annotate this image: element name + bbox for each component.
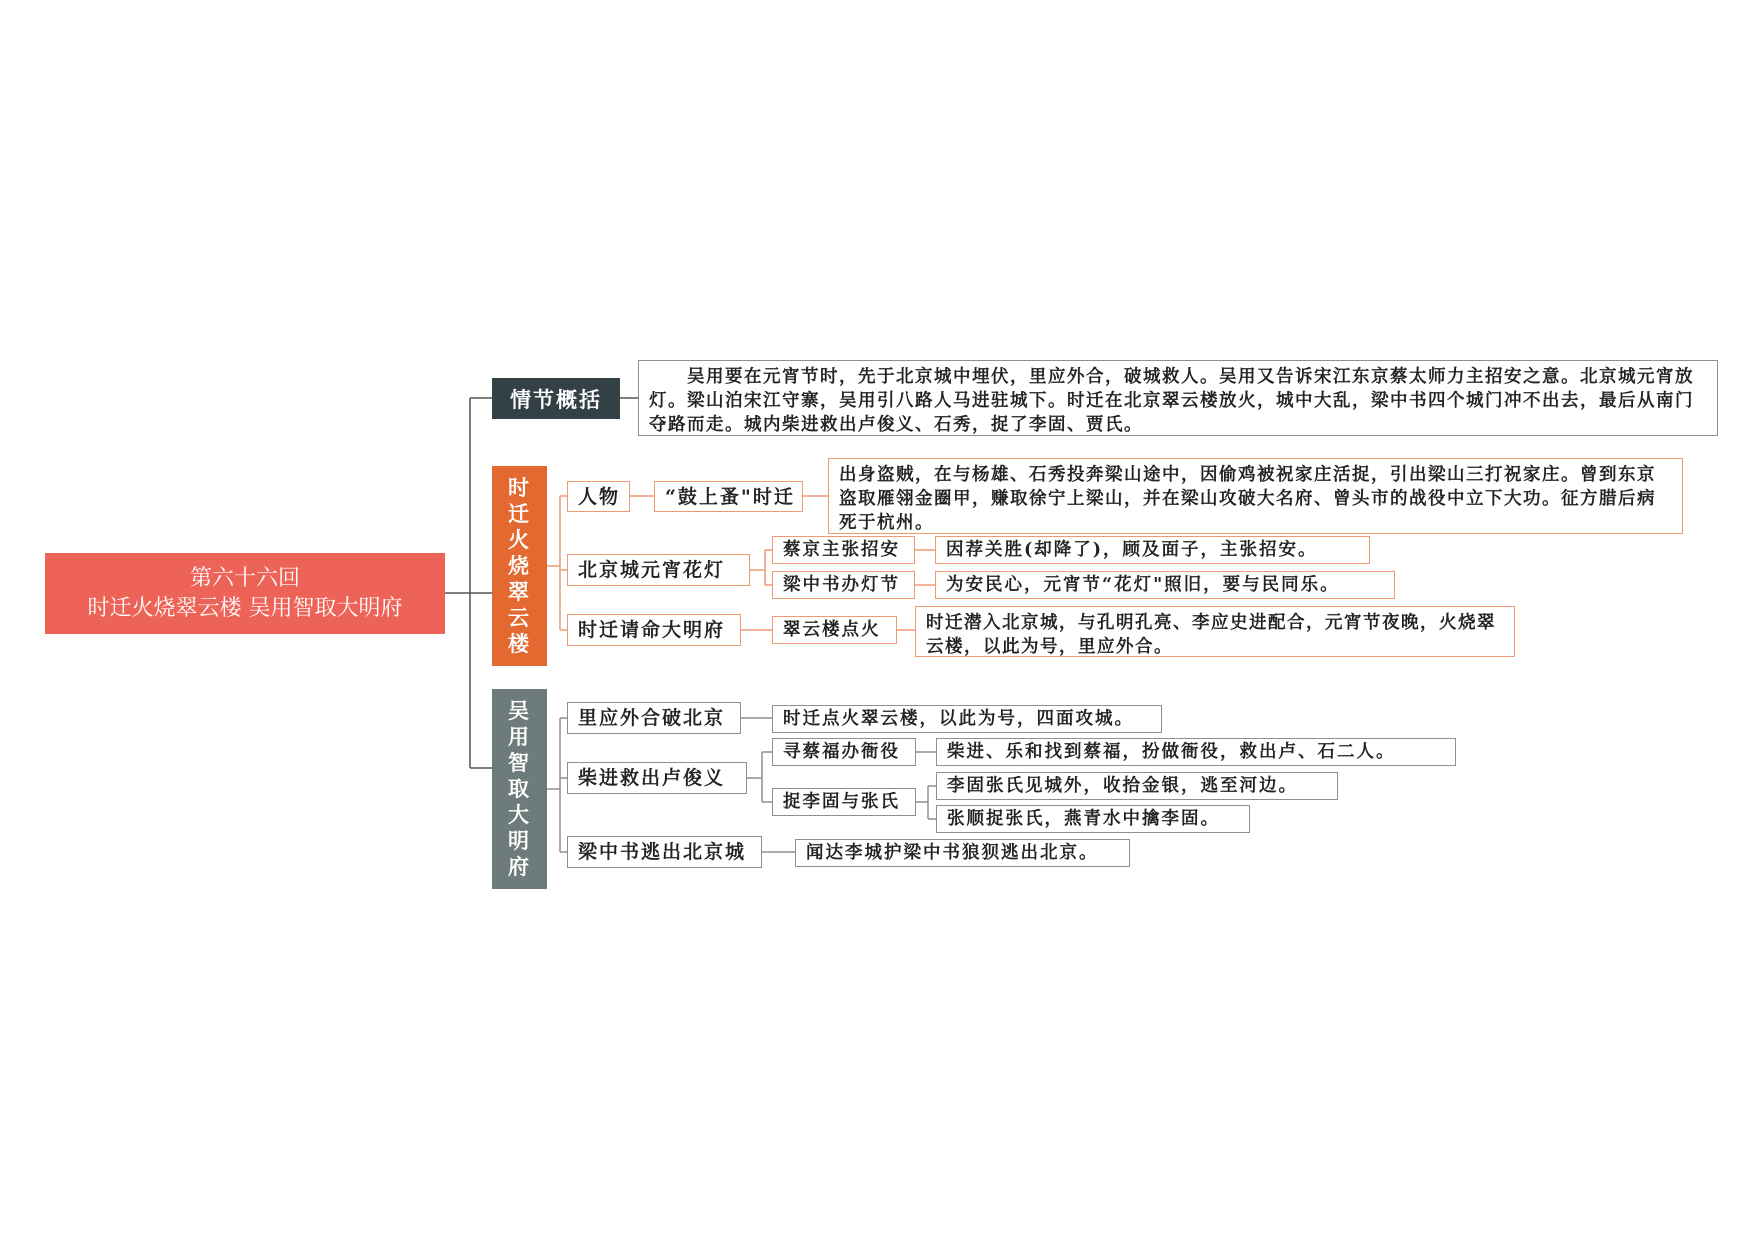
node-liang-lantern	[772, 571, 915, 599]
node-capture-label: 捉李固与张氏	[783, 792, 900, 812]
node-capture-item	[936, 772, 1338, 800]
branch-fire	[492, 466, 547, 666]
node-character-name-label: “鼓上蚤"时迁	[665, 485, 795, 508]
node-escape	[567, 836, 762, 868]
node-fire-tower-desc	[915, 606, 1515, 657]
branch-wu-char: 明	[508, 828, 531, 853]
node-lantern-label: 北京城元宵花灯	[578, 559, 726, 581]
branch-fire-char: 翠	[508, 579, 531, 604]
node-capture	[772, 788, 916, 816]
node-caijing-desc	[935, 536, 1370, 564]
node-order	[567, 614, 741, 646]
node-fire-tower-label: 翠云楼点火	[783, 620, 881, 640]
node-liang-lantern-desc-text: 为安民心，元宵节“花灯"照旧，要与民同乐。	[946, 575, 1340, 595]
node-breach	[567, 702, 741, 734]
branch-wu	[492, 689, 547, 889]
branch-summary	[492, 378, 620, 419]
node-caijing-label: 蔡京主张招安	[783, 540, 900, 560]
branch-wu-char: 吴	[508, 698, 531, 723]
node-character-desc	[828, 458, 1683, 534]
branch-fire-char: 时	[508, 475, 531, 500]
node-lantern	[567, 554, 750, 586]
node-escape-desc-text: 闻达李城护梁中书狼狈逃出北京。	[806, 843, 1099, 863]
branch-wu-char: 府	[508, 854, 531, 879]
node-breach-label: 里应外合破北京	[578, 707, 726, 729]
node-fire-tower	[772, 616, 897, 644]
node-breach-desc-text: 时迁点火翠云楼，以此为号，四面攻城。	[783, 709, 1134, 729]
node-find-caifu-desc	[936, 738, 1456, 766]
node-caijing-desc-text: 因荐关胜(却降了)，顾及面子，主张招安。	[946, 540, 1318, 560]
node-liang-lantern-desc	[935, 571, 1395, 599]
node-character	[567, 481, 630, 512]
root-title-line2: 时迁火烧翠云楼 吴用智取大明府	[87, 595, 403, 621]
node-breach-desc	[772, 705, 1162, 733]
node-character-desc-text: 出身盗贼，在与杨雄、石秀投奔梁山途中，因偷鸡被祝家庄活捉，引出梁山三打祝家庄。曾到东京盗取雁翎金圈甲，赚取徐宁上梁山，并在梁山攻破大名府、曾头市的战役中立下大功。征方腊后病死于杭州。	[839, 465, 1656, 533]
node-rescue	[567, 762, 747, 794]
node-liang-lantern-label: 梁中书办灯节	[783, 575, 900, 595]
branch-wu-char: 取	[508, 776, 531, 801]
node-find-caifu	[772, 738, 916, 766]
node-capture-item-text: 李固张氏见城外，收拾金银，逃至河边。	[947, 776, 1298, 796]
summary-text: 吴用要在元宵节时，先于北京城中埋伏，里应外合，破城救人。吴用又告诉宋江东京蔡太师力主招安之意。北京城元宵放灯。梁山泊宋江守寨，吴用引八路人马进驻城下。时迁在北京翠云楼放火，城中大乱，梁中书四个城门冲不出去，最后从南门夺路而走。城内柴进救出卢俊义、石秀，捉了李固、贾氏。	[649, 367, 1694, 435]
branch-wu-char: 大	[508, 802, 531, 827]
branch-fire-char: 云	[508, 605, 531, 630]
node-escape-label: 梁中书逃出北京城	[578, 841, 747, 863]
root-title-line1: 第六十六回	[189, 565, 300, 591]
node-capture-item-text: 张顺捉张氏，燕青水中擒李固。	[947, 809, 1220, 829]
node-fire-tower-desc-text: 时迁潜入北京城，与孔明孔亮、李应史进配合，元宵节夜晚，火烧翠云楼，以此为号，里应外合。	[926, 613, 1496, 657]
node-caijing	[772, 536, 915, 564]
node-order-label: 时迁请命大明府	[578, 619, 726, 641]
branch-wu-char: 智	[508, 750, 531, 775]
branch-fire-char: 迁	[508, 501, 531, 526]
branch-fire-char: 楼	[508, 631, 531, 656]
branch-fire-char: 火	[508, 527, 531, 552]
branch-summary-label: 情节概括	[510, 386, 602, 412]
node-capture-item	[936, 805, 1250, 833]
branch-wu-char: 用	[508, 724, 531, 749]
node-find-caifu-desc-text: 柴进、乐和找到蔡福，扮做衙役，救出卢、石二人。	[947, 742, 1396, 762]
summary-text-box	[638, 360, 1718, 436]
node-escape-desc	[795, 839, 1130, 867]
node-character-label: 人物	[578, 485, 621, 508]
node-rescue-label: 柴进救出卢俊义	[578, 767, 726, 789]
branch-fire-char: 烧	[508, 553, 531, 578]
root-topic	[45, 553, 445, 634]
node-character-name	[654, 481, 803, 512]
node-find-caifu-label: 寻蔡福办衙役	[783, 742, 900, 762]
